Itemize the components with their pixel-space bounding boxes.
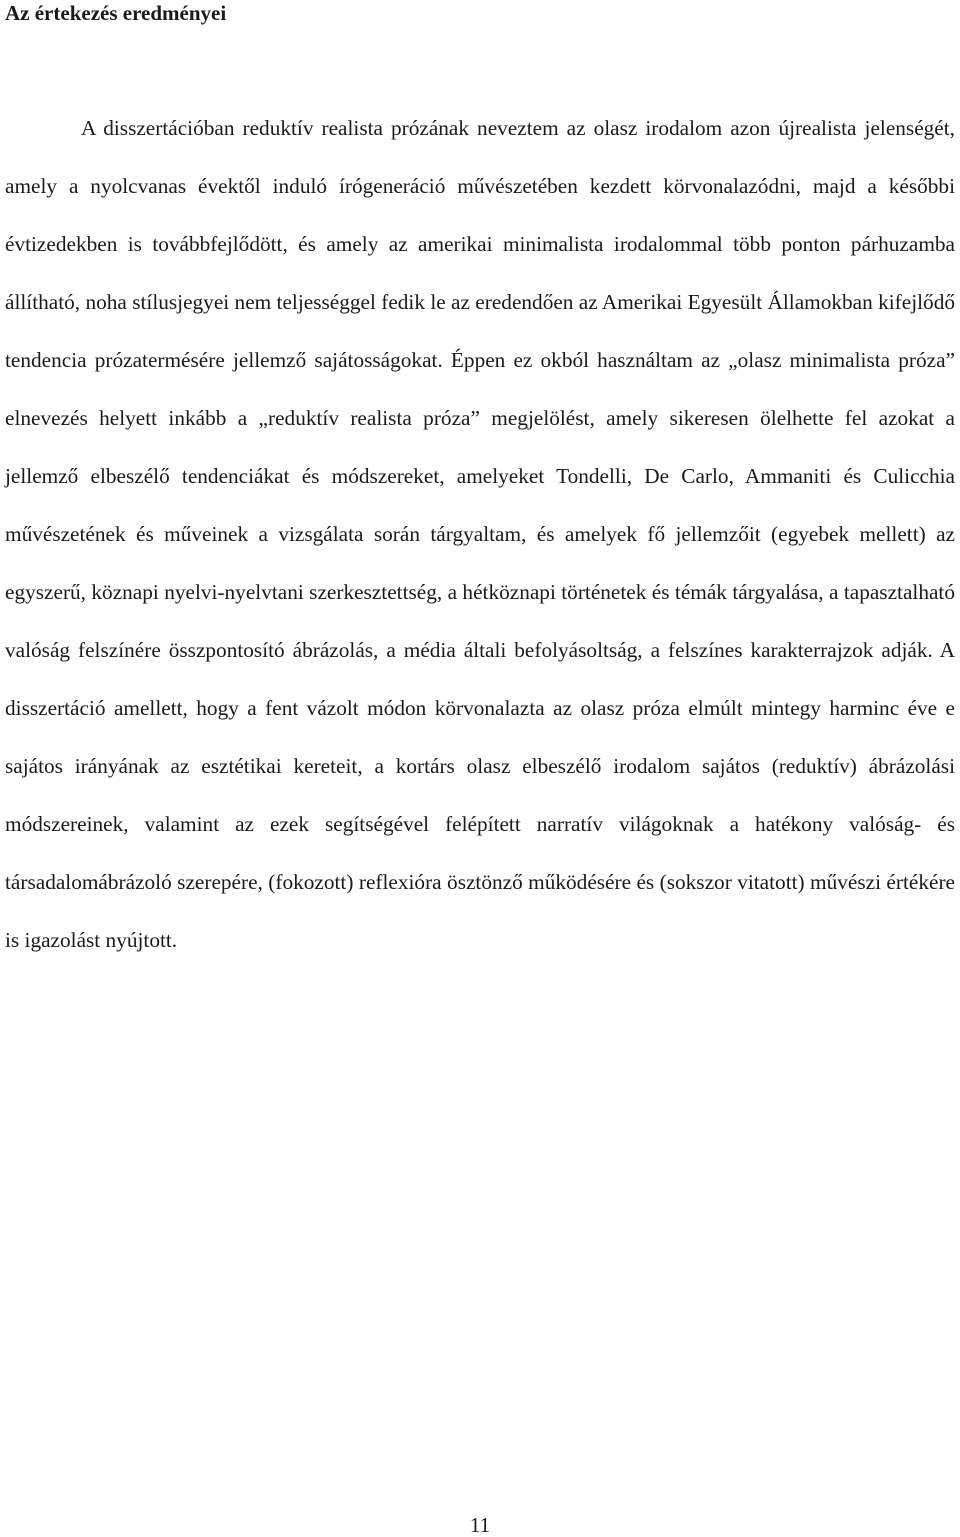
- body-paragraph: A disszertációban reduktív realista prózának neveztem az olasz irodalom azon újrealista jelenségét, amely a nyolcvanas évektől induló írógeneráció művészetében kezdett körvonalazódni, majd a későbbi évtizedekben is továbbfejlődött, és amely az amerikai minimalista irodalommal több ponton párhuzamba állítható, noha stílusjegyei nem teljességgel fedik le az eredendően az Amerikai Egyesült Államokban kifejlődő tendencia prózatermésére jellemző sajátosságokat. Éppen ez okból használtam az „olasz minimalista próza” elnevezés helyett inkább a „reduktív realista próza” megjelölést, amely sikeresen ölelhette fel azokat a jellemző elbeszélő tendenciákat és módszereket, amelyeket Tondelli, De Carlo, Ammaniti és Culicchia művészetének és műveinek a vizsgálata során tárgyaltam, és amelyek fő jellemzőit (egyebek mellett) az egyszerű, köznapi nyelvi-nyelvtani szerkesztettség, a hétköznapi történetek és témák tárgyalása, a tapasztalható valóság felszínére összpontosító ábrázolás, a média általi befolyásoltság, a felszínes karakterrajzok adják. A disszertáció amellett, hogy a fent vázolt módon körvonalazta az olasz próza elmúlt mintegy harminc éve e sajátos irányának az esztétikai kereteit, a kortárs olasz elbeszélő irodalom sajátos (reduktív) ábrázolási módszereinek, valamint az ezek segítségével felépített narratív világoknak a hatékony valóság- és társadalomábrázoló szerepére, (fokozott) reflexióra ösztönző működésére és (sokszor vitatott) művészi értékére is igazolást nyújtott.: [5, 116, 955, 952]
- page-number: 11: [469, 1513, 491, 1537]
- section-heading: Az értekezés eredményei: [5, 1, 227, 25]
